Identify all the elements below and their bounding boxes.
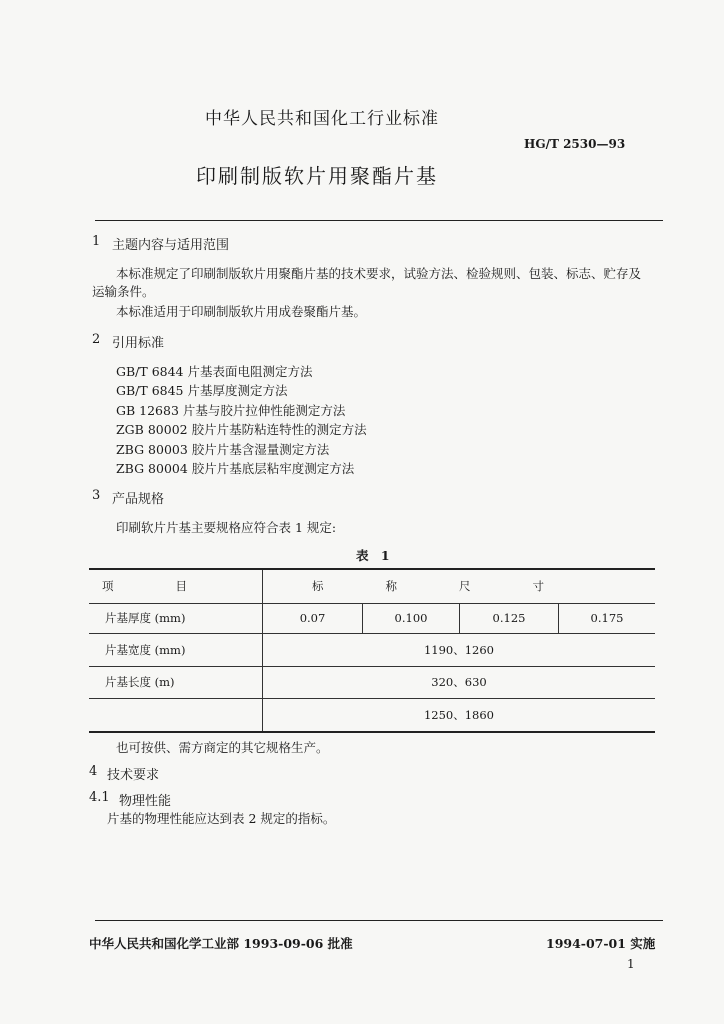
- section-2-number: 2: [92, 332, 101, 347]
- table-cell: 0.100: [363, 603, 460, 633]
- table-row: [89, 666, 655, 698]
- table-cell: 1250、1860: [263, 698, 656, 732]
- table-row: [89, 633, 655, 666]
- section-1-title: 主题内容与适用范围: [112, 238, 230, 253]
- section-1-paragraph-1-line-1: 本标准规定了印刷制版软片用聚酯片基的技术要求，试验方法、检验规则、包装、标志、贮存及: [116, 266, 642, 281]
- effective-date: 1994-07-01 实施: [546, 936, 656, 951]
- table-cell: 0.175: [559, 603, 656, 633]
- subsection-4-1-number: 4.1: [89, 790, 110, 805]
- table-1-caption: 表 1: [356, 548, 394, 563]
- referenced-standard: ZBG 80004 胶片片基底层粘牢度测定方法: [116, 461, 355, 476]
- header-divider: [95, 220, 663, 221]
- document-title: 印刷制版软片用聚酯片基: [196, 164, 438, 188]
- table-cell: 0.125: [460, 603, 559, 633]
- section-3-intro: 印刷软片片基主要规格应符合表 1 规定:: [116, 520, 337, 535]
- table-cell: 320、630: [263, 666, 656, 698]
- row-label: 片基厚度 (mm): [89, 603, 263, 633]
- referenced-standard: GB 12683 片基与胶片拉伸性能测定方法: [116, 403, 346, 418]
- table-cell: 1190、1260: [263, 633, 656, 666]
- referenced-standard: GB/T 6844 片基表面电阻测定方法: [116, 364, 313, 379]
- column-header-nominal-size: 标称尺寸: [263, 569, 656, 603]
- table-row: [89, 698, 655, 732]
- referenced-standard: ZGB 80002 胶片片基防粘连特性的测定方法: [116, 422, 367, 437]
- org-title: 中华人民共和国化工行业标准: [205, 109, 439, 129]
- subsection-4-1-title: 物理性能: [119, 794, 172, 809]
- row-label: [89, 698, 263, 732]
- table-row: [89, 603, 655, 633]
- section-3-number: 3: [92, 488, 101, 503]
- table-cell: 0.07: [263, 603, 363, 633]
- subsection-4-1-text: 片基的物理性能应达到表 2 规定的指标。: [107, 811, 336, 826]
- standard-code: HG/T 2530—93: [524, 137, 626, 151]
- column-header-item: 项目: [89, 569, 263, 603]
- section-2-title: 引用标准: [112, 336, 165, 351]
- table-header-row: [89, 569, 655, 603]
- spec-table: [89, 568, 655, 733]
- footer-divider: [95, 920, 663, 921]
- referenced-standard: ZBG 80003 胶片片基含湿量测定方法: [116, 442, 330, 457]
- section-4-title: 技术要求: [107, 768, 160, 783]
- row-label: 片基长度 (m): [89, 666, 263, 698]
- section-1-paragraph-1-line-2: 运输条件。: [92, 284, 155, 299]
- approval-line: 中华人民共和国化学工业部 1993-09-06 批准: [89, 936, 353, 951]
- table-note: 也可按供、需方商定的其它规格生产。: [116, 740, 329, 755]
- referenced-standard: GB/T 6845 片基厚度测定方法: [116, 383, 288, 398]
- section-4-number: 4: [89, 764, 98, 779]
- page-number: 1: [627, 957, 635, 971]
- section-3-title: 产品规格: [112, 492, 165, 507]
- row-label: 片基宽度 (mm): [89, 633, 263, 666]
- section-1-paragraph-2: 本标准适用于印刷制版软片用成卷聚酯片基。: [116, 304, 367, 319]
- section-1-number: 1: [92, 234, 101, 249]
